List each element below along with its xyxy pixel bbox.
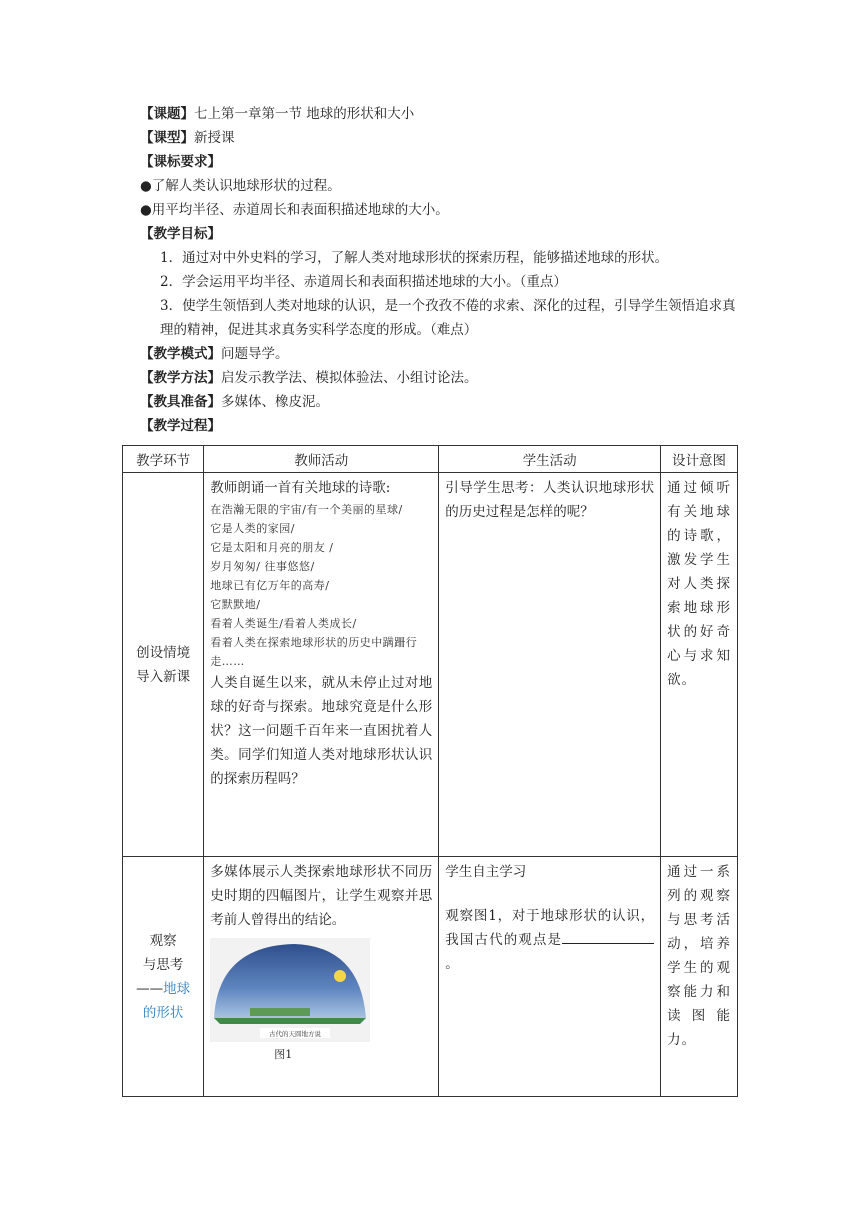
intent-text: 通过倾听有关地球的诗歌，激发学生对人类探索地球形状的好奇心与求知欲。 [667,480,731,688]
poem [210,500,432,671]
poem-line: 它是人类的家园/ [210,522,295,535]
sun-icon [334,970,346,982]
land-mass [250,1008,310,1016]
student-title: 学生自主学习 [445,864,527,880]
stage-link[interactable]: 的形状 [142,1004,184,1021]
poem-line: 它是太阳和月亮的朋友 / [210,541,334,554]
tools-line: 【教具准备】多媒体、橡皮泥。 [140,394,329,410]
mode-line: 【教学模式】问题导学。 [140,346,289,362]
process-heading: 【教学过程】 [140,418,221,434]
intent-cell [661,857,738,1097]
stage-text: 创设情境 [136,644,191,661]
stage-cell [123,857,204,1097]
stage-text: 观察 [149,932,177,949]
table-row [123,473,738,857]
answer-blank[interactable] [562,929,654,944]
objective-item: 3．使学生领悟到人类对地球的认识，是一个孜孜不倦的求索、深化的过程，引导学生领悟追求真理的精神，促进其求真务实科学态度的形成。（难点） [160,298,736,338]
poem-line: 岁月匆匆/ 往事悠悠/ [210,560,315,573]
teacher-text: 多媒体展示人类探索地球形状不同历史时期的四幅图片，让学生观察并思考前人曾得出的结论。 [210,864,433,928]
image-caption: 古代的天圆地方说 [269,1030,322,1038]
earth-dome-illustration [210,938,370,1042]
standards-heading: 【课标要求】 [140,154,221,170]
teacher-intro: 教师朗诵一首有关地球的诗歌: [210,480,391,496]
poem-line: 看着人类诞生/看着人类成长/ [210,617,357,630]
type-line: 【课型】新授课 [140,130,235,146]
student-cell [439,857,661,1097]
poem-line: 地球已有亿万年的高寿/ [210,579,330,592]
stage-text: 与思考 [142,956,184,973]
stage-text: ——地球 [136,980,191,997]
table-header-row [123,446,738,473]
teacher-cell [204,857,439,1097]
figure-image [210,938,370,1042]
lesson-meta [140,102,740,438]
poem-line: 在浩瀚无限的宇宙/有一个美丽的星球/ [210,503,403,516]
teacher-paragraph: 人类自诞生以来，就从未停止过对地球的好奇与探索。地球究竟是什么形状？这一问题千百年来一直困扰着人类。同学们知道人类对地球形状认识的探索历程吗？ [210,675,433,787]
standard-item: ●用平均半径、赤道周长和表面积描述地球的大小。 [140,202,449,218]
student-text: 引导学生思考：人类认识地球形状的历史过程是怎样的呢？ [445,480,655,520]
student-question: 观察图1，对于地球形状的认识， 我国古代的观点是。 [445,908,655,972]
stage-cell [123,473,204,857]
flat-earth-ground [214,1018,366,1024]
figure-label: 图1 [274,1048,293,1061]
header-teacher: 教师活动 [204,446,439,473]
objective-item: 2．学会运用平均半径、赤道周长和表面积描述地球的大小。（重点） [160,274,567,290]
stage-link[interactable]: 地球 [163,980,191,997]
objective-item: 1．通过对中外史料的学习，了解人类对地球形状的探索历程，能够描述地球的形状。 [160,250,669,266]
method-line: 【教学方法】启发示教学法、模拟体验法、小组讨论法。 [140,370,478,386]
intent-text: 通过一系列的观察与思考活动，培养学生的观察能力和读图能力。 [667,864,731,1048]
objectives-heading: 【教学目标】 [140,226,221,242]
header-stage: 教学环节 [123,446,204,473]
table-row [123,857,738,1097]
intent-cell [661,473,738,857]
poem-line: 它默默地/ [210,598,261,611]
header-intent: 设计意图 [661,446,738,473]
teacher-cell [204,473,439,857]
process-table [122,445,738,1097]
stage-text: 导入新课 [136,668,191,685]
header-student: 学生活动 [439,446,661,473]
poem-line: 看着人类在探索地球形状的历史中蹒跚行走…… [210,636,418,668]
standard-item: ●了解人类认识地球形状的过程。 [140,178,341,194]
student-cell [439,473,661,857]
topic-line: 【课题】七上第一章第一节 地球的形状和大小 [140,106,415,122]
